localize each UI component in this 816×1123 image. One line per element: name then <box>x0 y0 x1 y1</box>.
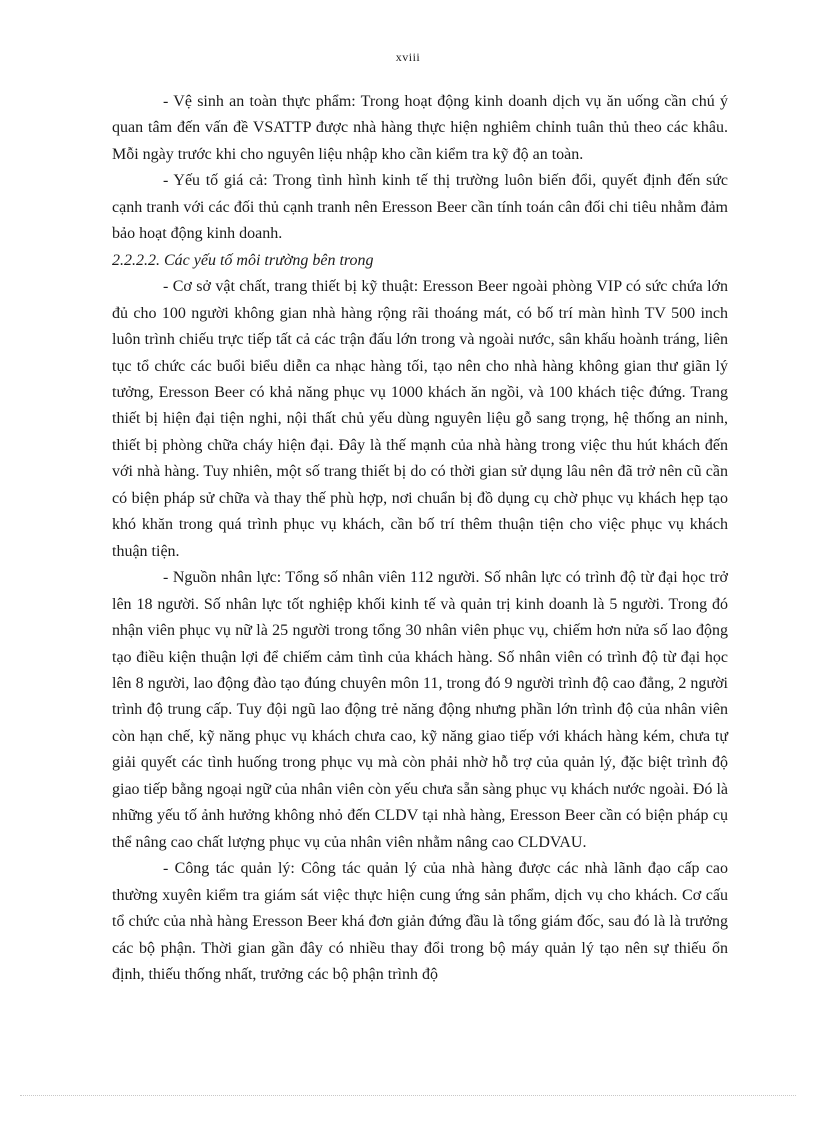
page-number: xviii <box>395 50 421 64</box>
paragraph-human-resources: - Nguồn nhân lực: Tổng số nhân viên 112 người. Số nhân lực có trình độ từ đại học trở lên 18 người. Số nhân lực tốt nghiệp khối kinh tế và quản trị kinh doanh là 5 người. Trong đó nhận viên phục vụ nữ là 25 người trong tổng 30 nhân viên phục vụ, chiếm hơn nửa số lao động tạo điều kiện thuận lợi để chiếm cảm tình của khách hàng. Số nhân viên có trình độ từ đại học lên 8 người, lao động đào tạo đúng chuyên môn 11, trong đó 9 người trình độ cao đẳng, 2 người trình độ trung cấp. Tuy đội ngũ lao động trẻ năng động nhưng phần lớn trình độ của nhân viên còn hạn chế, kỹ năng phục vụ khách chưa cao, kỹ năng giao tiếp với khách hàng kém, chưa tự giải quyết các tình huống trong phục vụ mà còn phải nhờ hỗ trợ của quản lý, đặc biệt trình độ giao tiếp bằng ngoại ngữ của nhân viên còn yếu chưa sẵn sàng phục vụ khách nước ngoài. Đó là những yếu tố ảnh hưởng không nhỏ đến CLDV tại nhà hàng, Eresson Beer cần có biện pháp cụ thể nâng cao chất lượng phục vụ của nhân viên nhằm nâng cao CLDVAU. <box>112 569 728 851</box>
section-heading: 2.2.2.2. Các yếu tố môi trường bên trong <box>112 251 374 269</box>
paragraph-management: - Công tác quản lý: Công tác quản lý của nhà hàng được các nhà lãnh đạo cấp cao thường xuyên kiểm tra giám sát việc thực hiện cung ứng sản phẩm, dịch vụ cho khách. Cơ cấu tổ chức của nhà hàng Eresson Beer khá đơn giản đứng đầu là tổng giám đốc, sau đó là là trưởng các bộ phận. Thời gian gần đây có nhiều thay đổi trong bộ máy quản lý tạo nên sự thiếu ổn định, thiếu thống nhất, trưởng các bộ phận trình độ <box>112 860 728 983</box>
paragraph-food-safety: - Vệ sinh an toàn thực phẩm: Trong hoạt động kinh doanh dịch vụ ăn uống cần chú ý quan tâm đến vấn đề VSATTP được nhà hàng thực hiện nghiêm chỉnh tuân thủ theo các khâu. Mỗi ngày trước khi cho nguyên liệu nhập kho cần kiểm tra kỹ độ an toàn. <box>112 93 728 163</box>
footer-divider <box>20 1095 796 1096</box>
body-text <box>112 89 728 988</box>
paragraph-facilities: - Cơ sở vật chất, trang thiết bị kỹ thuật: Eresson Beer ngoài phòng VIP có sức chứa lớn đủ cho 100 người không gian nhà hàng rộng rãi thoáng mát, có bố trí màn hình TV 500 inch luôn trình chiếu trực tiếp tất cả các trận đấu lớn trong và ngoài nước, sân khấu hoành tráng, liên tục tổ chức các buổi biểu diễn ca nhạc hàng tối, tạo nên cho nhà hàng không gian thư giãn lý tưởng, Eresson Beer có khả năng phục vụ 1000 khách ăn ngồi, và 100 khách tiệc đứng. Trang thiết bị hiện đại tiện nghi, nội thất chủ yếu dùng nguyên liệu gỗ sang trọng, hệ thống an ninh, thiết bị phòng chữa cháy hiện đại. Đây là thế mạnh của nhà hàng trong việc thu hút khách đến với nhà hàng. Tuy nhiên, một số trang thiết bị do có thời gian sử dụng lâu nên đã trở nên cũ cần có biện pháp sử chữa và thay thế phù hợp, nơi chuẩn bị đồ dụng cụ chờ phục vụ khách hẹp tạo khó khăn trong quá trình phục vụ khách, cần bố trí thêm thuận tiện cho việc phục vụ khách thuận tiện. <box>112 278 728 560</box>
paragraph-price-factor: - Yếu tố giá cả: Trong tình hình kinh tế thị trường luôn biến đổi, quyết định đến sức cạnh tranh với các đối thủ cạnh tranh nên Eresson Beer cần tính toán cân đối chi tiêu nhằm đảm bảo hoạt động kinh doanh. <box>112 172 728 243</box>
